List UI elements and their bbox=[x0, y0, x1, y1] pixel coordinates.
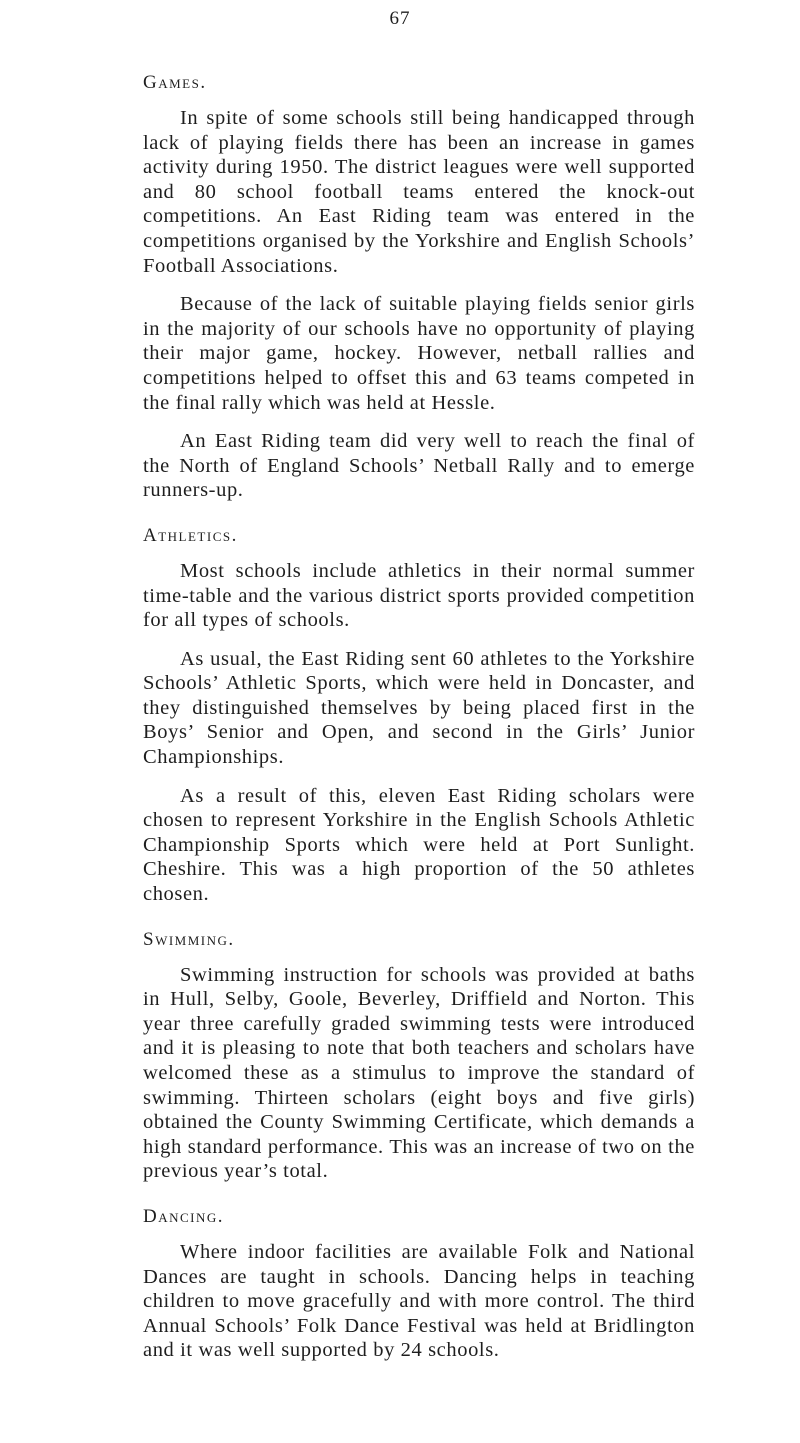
section-swimming bbox=[143, 929, 695, 1184]
paragraph: Where indoor facilities are available Folk and National Dances are taught in schools. Dancing helps in teaching children to move gracefully and with more control. The third Annual Schools’ Folk Dance Festival was held at Bridlington and it was well supported by 24 schools. bbox=[143, 1240, 695, 1362]
paragraph: Most schools include athletics in their normal summer time-table and the various district sports provided competition for all types of schools. bbox=[143, 559, 695, 632]
paragraph: As a result of this, eleven East Riding scholars were chosen to represent Yorkshire in the English Schools Athletic Championship Sports which were held at Port Sunlight. Cheshire. This was a high proportion of the 50 athletes chosen. bbox=[143, 784, 695, 906]
paragraph: As usual, the East Riding sent 60 athletes to the Yorkshire Schools’ Athletic Sports, which were held in Doncaster, and they distinguished themselves by being placed first in the Boys’ Senior and Open, and second in the Girls’ Junior Championships. bbox=[143, 647, 695, 769]
page-content bbox=[143, 72, 695, 1377]
page-number: 67 bbox=[389, 8, 411, 29]
paragraph: Because of the lack of suitable playing fields senior girls in the majority of our schools have no opportunity of playing their major game, hockey. However, netball rallies and competitions helped to offset this and 63 teams competed in the final rally which was held at Hessle. bbox=[143, 293, 695, 414]
section-athletics bbox=[143, 525, 695, 907]
section-heading-athletics: Athletics. bbox=[143, 524, 238, 546]
section-games bbox=[143, 72, 695, 503]
paragraph: An East Riding team did very well to reach the final of the North of England Schools’ Netball Rally and to emerge runners-up. bbox=[143, 430, 695, 502]
paragraph: In spite of some schools still being handicapped through lack of playing fields there has been an increase in games activity during 1950. The district leagues were well supported and 80 school football teams entered the knock-out competitions. An East Riding team was entered in the competitions organised by the Yorkshire and English Schools’ Football Associations. bbox=[143, 107, 695, 277]
paragraph: Swimming instruction for schools was provided at baths in Hull, Selby, Goole, Beverley, Driffield and Norton. This year three carefully graded swimming tests were introduced and it is pleasing to note that both teachers and scholars have welcomed these as a stimulus to improve the standard of swimming. Thirteen scholars (eight boys and five girls) obtained the County Swimming Certificate, which demands a high standard performance. This was an increase of two on the previous year’s total. bbox=[143, 963, 695, 1183]
section-heading-swimming: Swimming. bbox=[143, 928, 235, 950]
section-heading-games: Games. bbox=[143, 72, 207, 93]
section-dancing bbox=[143, 1206, 695, 1363]
section-heading-dancing: Dancing. bbox=[143, 1205, 225, 1227]
